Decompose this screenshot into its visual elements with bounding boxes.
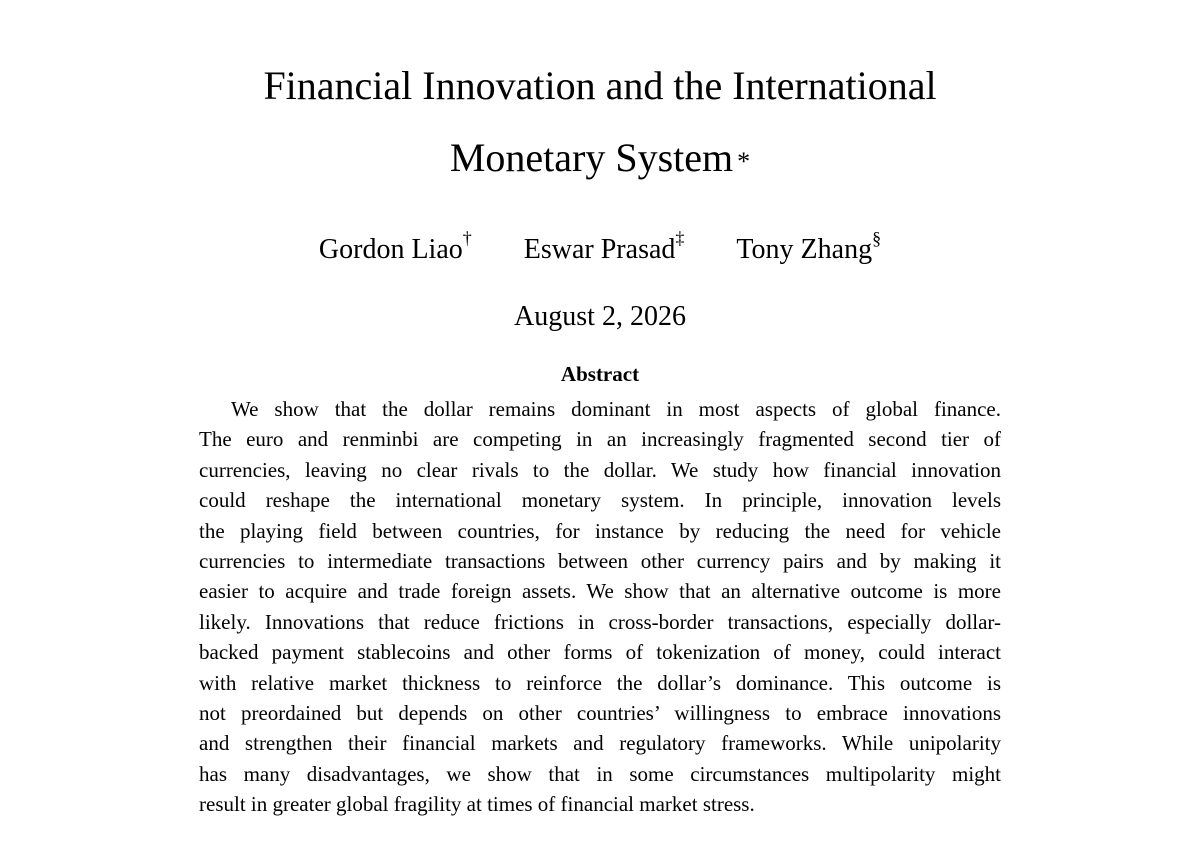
abstract-line: backed payment stablecoins and other forms of tokenization of money, could interact — [199, 640, 1001, 665]
abstract-line: result in greater global fragility at times of financial market stress. — [199, 792, 755, 817]
abstract-line: could reshape the international monetary system. In principle, innovation levels — [199, 488, 1001, 513]
abstract-line: We show that the dollar remains dominant in most aspects of global finance. — [231, 397, 1001, 421]
author-footnote-mark[interactable]: † — [462, 227, 472, 248]
abstract-line: currencies, leaving no clear rivals to the dollar. We study how financial innovation — [199, 457, 1001, 482]
title-text-2: Monetary System — [449, 135, 734, 180]
abstract-line: The euro and renminbi are competing in an increasingly fragmented second tier of — [199, 427, 1001, 452]
abstract-line: currencies to intermediate transactions between other currency pairs and by making it — [199, 548, 1001, 573]
abstract-line: has many disadvantages, we show that in some circumstances multipolarity might — [199, 761, 1001, 786]
author-name: Tony Zhang — [736, 234, 873, 265]
author — [318, 227, 472, 268]
abstract-line: likely. Innovations that reduce frictions in cross-border transactions, especially dollar- — [199, 609, 1001, 634]
abstract-line: and strengthen their financial markets and regulatory frameworks. While unipolarity — [199, 731, 1001, 756]
abstract-body — [199, 394, 1001, 819]
paper-date: August 2, 2026 — [514, 301, 686, 332]
abstract-line: easier to acquire and trade foreign assets. We show that an alternative outcome is more — [199, 579, 1001, 604]
abstract-line: not preordained but depends on other countries’ willingness to embrace innovations — [199, 700, 1001, 725]
author — [736, 227, 882, 268]
author-footnote-mark[interactable]: ‡ — [675, 227, 685, 248]
author-name: Gordon Liao — [318, 234, 463, 265]
abstract-line: the playing field between countries, for instance by reducing the need for vehicle — [199, 518, 1001, 543]
title-text-1: Financial Innovation and the International — [263, 63, 937, 108]
abstract-heading: Abstract — [560, 362, 640, 386]
title-footnote-mark[interactable]: * — [737, 147, 751, 176]
paper-title-line-1 — [0, 62, 1200, 110]
author-footnote-mark[interactable]: § — [872, 227, 882, 248]
abstract-line: with relative market thickness to reinforce the dollar’s dominance. This outcome is — [199, 670, 1001, 695]
paper-title-line-2 — [0, 134, 1200, 182]
author-name: Eswar Prasad — [523, 234, 676, 265]
author-list — [0, 227, 1200, 268]
author — [523, 227, 685, 268]
